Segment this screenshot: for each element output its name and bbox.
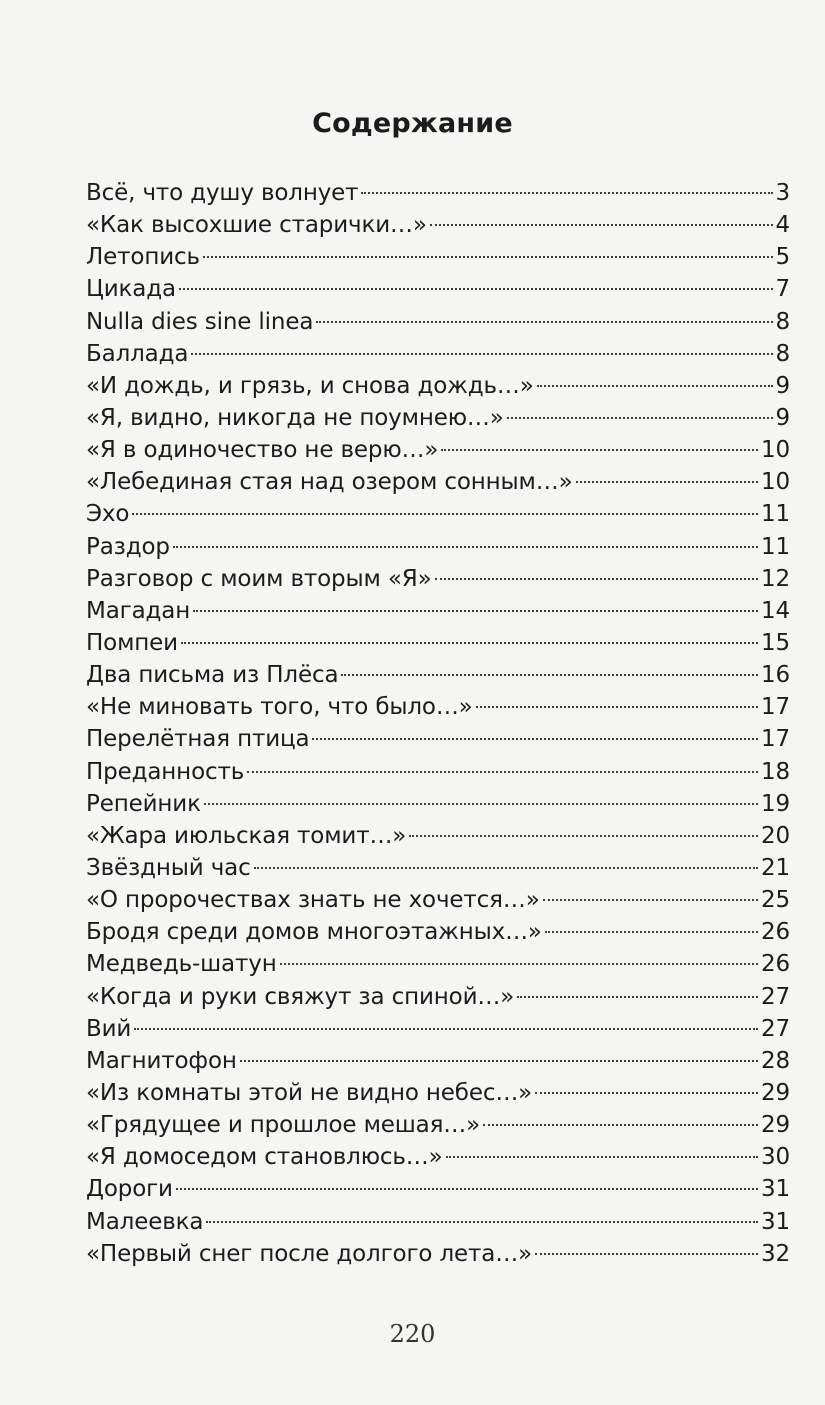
- entry-title: «И дождь, и грязь, и снова дождь…»: [86, 372, 534, 399]
- dot-leader: [176, 1188, 758, 1190]
- entry-title: Летопись: [86, 244, 200, 271]
- toc-entry: [86, 1013, 790, 1045]
- toc-entry: [86, 852, 790, 884]
- dot-leader: [134, 1028, 758, 1030]
- entry-page-number: 5: [775, 244, 790, 271]
- entry-page-number: 26: [761, 951, 790, 978]
- dot-leader: [576, 481, 759, 483]
- entry-page-number: 30: [761, 1144, 790, 1171]
- toc-entry: [86, 466, 790, 498]
- entry-page-number: 27: [761, 983, 790, 1010]
- entry-page-number: 8: [775, 340, 790, 367]
- entry-page-number: 15: [761, 629, 790, 656]
- dot-leader: [507, 417, 773, 419]
- toc-entry: [86, 370, 790, 402]
- entry-page-number: 31: [761, 1208, 790, 1235]
- entry-page-number: 4: [775, 212, 790, 239]
- entry-page-number: 12: [761, 565, 790, 592]
- entry-page-number: 26: [761, 919, 790, 946]
- entry-page-number: 17: [761, 726, 790, 753]
- entry-page-number: 7: [775, 276, 790, 303]
- entry-page-number: 3: [775, 180, 790, 206]
- dot-leader: [430, 224, 773, 226]
- toc-entry: [86, 595, 790, 627]
- toc-entry: [86, 241, 790, 273]
- entry-page-number: 10: [761, 469, 790, 496]
- toc-entry: [86, 820, 790, 852]
- entry-page-number: 28: [761, 1047, 790, 1074]
- dot-leader: [441, 449, 758, 451]
- entry-title: «Грядущее и прошлое мешая…»: [86, 1112, 481, 1139]
- table-of-contents: [86, 177, 790, 1270]
- entry-title: «Жара июльская томит…»: [86, 822, 407, 849]
- toc-entry: [86, 948, 790, 980]
- entry-title: Баллада: [86, 340, 189, 367]
- toc-entry: [86, 788, 790, 820]
- toc-entry: [86, 434, 790, 466]
- dot-leader: [203, 256, 773, 258]
- toc-entry: [86, 498, 790, 530]
- page-title: Содержание: [312, 108, 513, 139]
- entry-page-number: 14: [761, 597, 790, 624]
- entry-page-number: 21: [761, 854, 790, 881]
- toc-entry: [86, 981, 790, 1013]
- entry-title: Цикада: [86, 276, 176, 303]
- dot-leader: [545, 931, 758, 933]
- dot-leader: [132, 513, 758, 515]
- entry-page-number: 27: [761, 1015, 790, 1042]
- toc-entry: [86, 177, 790, 209]
- entry-title: «Когда и руки свяжут за спиной…»: [86, 983, 515, 1010]
- entry-title: «О пророчествах знать не хочется…»: [86, 887, 540, 914]
- toc-entry: [86, 1206, 790, 1238]
- entry-title: Малеевка: [86, 1208, 204, 1235]
- entry-page-number: 19: [761, 790, 790, 817]
- entry-title: Помпеи: [86, 629, 178, 656]
- toc-entry: [86, 723, 790, 755]
- dot-leader: [191, 353, 772, 355]
- entry-title: Магадан: [86, 597, 191, 624]
- dot-leader: [193, 610, 758, 612]
- dot-leader: [312, 738, 758, 740]
- dot-leader: [537, 385, 773, 387]
- entry-page-number: 17: [761, 694, 790, 721]
- dot-leader: [535, 1092, 758, 1094]
- entry-page-number: 16: [761, 662, 790, 689]
- entry-title: Вий: [86, 1015, 132, 1042]
- toc-entry: [86, 1238, 790, 1270]
- entry-title: Магнитофон: [86, 1047, 237, 1074]
- dot-leader: [316, 321, 772, 323]
- dot-leader: [280, 963, 758, 965]
- toc-entry: [86, 916, 790, 948]
- dot-leader: [254, 867, 758, 869]
- entry-title: Звёздный час: [86, 854, 251, 881]
- dot-leader: [179, 288, 773, 290]
- entry-page-number: 31: [761, 1176, 790, 1203]
- entry-title: Медведь-шатун: [86, 951, 277, 978]
- entry-page-number: 9: [775, 404, 790, 431]
- entry-title: «Из комнаты этой не видно небес…»: [86, 1079, 533, 1106]
- entry-title: Преданность: [86, 758, 245, 785]
- entry-title: «Лебединая стая над озером сонным…»: [86, 469, 573, 496]
- entry-title: Раздор: [86, 533, 170, 560]
- entry-page-number: 11: [761, 533, 790, 560]
- entry-page-number: 29: [761, 1112, 790, 1139]
- toc-entry: [86, 691, 790, 723]
- entry-page-number: 29: [761, 1079, 790, 1106]
- entry-title: «Я, видно, никогда не поумнею…»: [86, 404, 504, 431]
- toc-entry: [86, 531, 790, 563]
- toc-entry: [86, 338, 790, 370]
- toc-entry: [86, 756, 790, 788]
- entry-title: Эхо: [86, 501, 130, 528]
- toc-entry: [86, 659, 790, 691]
- dot-leader: [517, 996, 758, 998]
- toc-entry: [86, 273, 790, 305]
- entry-title: Перелётная птица: [86, 726, 310, 753]
- toc-entry: [86, 563, 790, 595]
- entry-page-number: 25: [761, 887, 790, 914]
- entry-title: Два письма из Плёса: [86, 662, 339, 689]
- dot-leader: [483, 1124, 758, 1126]
- entry-page-number: 20: [761, 822, 790, 849]
- toc-entry: [86, 306, 790, 338]
- entry-title: «Я в одиночество не верю…»: [86, 437, 439, 464]
- dot-leader: [173, 546, 758, 548]
- dot-leader: [204, 803, 758, 805]
- toc-entry: [86, 1141, 790, 1173]
- entry-title: Репейник: [86, 790, 201, 817]
- dot-leader: [543, 899, 758, 901]
- dot-leader: [240, 1060, 758, 1062]
- dot-leader: [206, 1221, 758, 1223]
- toc-entry: [86, 209, 790, 241]
- entry-page-number: 10: [761, 437, 790, 464]
- dot-leader: [476, 706, 758, 708]
- entry-page-number: 32: [761, 1240, 790, 1267]
- entry-title: Всё, что душу волнует: [86, 180, 359, 206]
- dot-leader: [446, 1156, 758, 1158]
- dot-leader: [361, 192, 772, 194]
- toc-entry: [86, 1077, 790, 1109]
- entry-title: «Как высохшие старички…»: [86, 212, 427, 239]
- toc-entry: [86, 402, 790, 434]
- toc-entry: [86, 1173, 790, 1205]
- entry-title: «Не миновать того, что было…»: [86, 694, 473, 721]
- entry-title: Дороги: [86, 1176, 173, 1203]
- dot-leader: [409, 835, 758, 837]
- toc-entry: [86, 884, 790, 916]
- dot-leader: [181, 642, 758, 644]
- entry-page-number: 9: [775, 372, 790, 399]
- toc-entry: [86, 1045, 790, 1077]
- entry-title: «Я домоседом становлюсь…»: [86, 1144, 443, 1171]
- dot-leader: [247, 771, 758, 773]
- entry-title: «Первый снег после долгого лета…»: [86, 1240, 532, 1267]
- entry-page-number: 8: [775, 308, 790, 335]
- entry-title: Nulla dies sine linea: [86, 308, 314, 335]
- toc-entry: [86, 627, 790, 659]
- entry-title: Бродя среди домов многоэтажных…»: [86, 919, 542, 946]
- toc-entry: [86, 1109, 790, 1141]
- page-number: 220: [389, 1320, 436, 1348]
- dot-leader: [435, 578, 758, 580]
- entry-page-number: 18: [761, 758, 790, 785]
- dot-leader: [535, 1253, 758, 1255]
- entry-title: Разговор с моим вторым «Я»: [86, 565, 432, 592]
- dot-leader: [341, 674, 758, 676]
- entry-page-number: 11: [761, 501, 790, 528]
